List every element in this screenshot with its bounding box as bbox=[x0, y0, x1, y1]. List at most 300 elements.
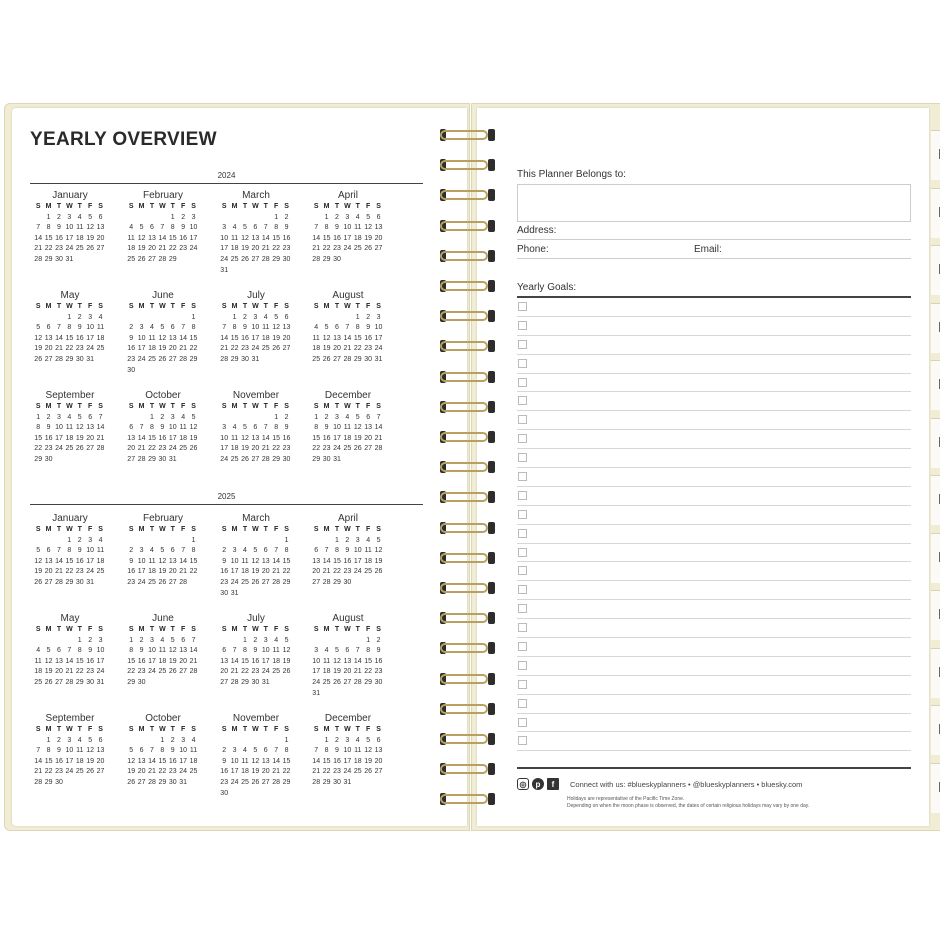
day-number: 24 bbox=[343, 768, 352, 776]
day-number: 18 bbox=[364, 557, 373, 565]
weekday-header: S bbox=[376, 303, 381, 310]
goal-checkbox[interactable] bbox=[518, 453, 527, 462]
address-line[interactable] bbox=[517, 239, 911, 240]
day-number: 15 bbox=[282, 757, 291, 765]
day-number: 18 bbox=[343, 434, 352, 442]
day-number: 5 bbox=[324, 324, 329, 332]
day-number: 13 bbox=[282, 324, 291, 332]
day-number: 13 bbox=[44, 334, 53, 342]
day-number: 14 bbox=[34, 234, 43, 242]
day-number: 1 bbox=[67, 313, 72, 321]
goal-row[interactable] bbox=[517, 544, 911, 563]
day-number: 23 bbox=[55, 768, 63, 776]
day-number: 7 bbox=[222, 324, 227, 332]
day-number: 19 bbox=[75, 434, 84, 442]
day-number: 13 bbox=[179, 647, 188, 655]
empty-day bbox=[178, 313, 188, 324]
day-number: 21 bbox=[312, 245, 321, 253]
day-number: 21 bbox=[179, 345, 188, 353]
weekday-header: S bbox=[284, 203, 289, 210]
day-number: 13 bbox=[96, 747, 105, 755]
day-number: 7 bbox=[263, 224, 268, 232]
day-number: 9 bbox=[366, 324, 371, 332]
goal-row[interactable] bbox=[517, 336, 911, 355]
day-number: 13 bbox=[261, 557, 270, 565]
day-number: 3 bbox=[314, 647, 319, 655]
day-number: 10 bbox=[168, 424, 177, 432]
day-number: 24 bbox=[168, 445, 177, 453]
empty-day bbox=[126, 313, 136, 324]
ring-wire bbox=[440, 643, 488, 653]
day-number: 23 bbox=[282, 245, 291, 253]
month-tab[interactable] bbox=[931, 705, 940, 755]
day-grid bbox=[126, 625, 203, 689]
day-number: 31 bbox=[220, 266, 229, 274]
goal-row[interactable] bbox=[517, 525, 911, 544]
weekday-header: W bbox=[66, 526, 73, 533]
month-may-2024 bbox=[30, 290, 110, 366]
goal-checkbox[interactable] bbox=[518, 529, 527, 538]
day-number: 23 bbox=[86, 668, 95, 676]
ring-wire bbox=[440, 734, 488, 744]
month-tab[interactable] bbox=[931, 590, 940, 640]
goal-row[interactable] bbox=[517, 374, 911, 393]
weekday-header: M bbox=[231, 403, 238, 410]
weekday-header: F bbox=[366, 626, 371, 633]
day-number: 28 bbox=[322, 578, 331, 586]
weekday-header: F bbox=[88, 626, 93, 633]
goal-row[interactable] bbox=[517, 732, 911, 751]
day-number: 18 bbox=[272, 657, 281, 665]
day-number: 22 bbox=[364, 668, 373, 676]
weekday-header: T bbox=[355, 626, 360, 633]
weekday-header: T bbox=[77, 203, 82, 210]
goal-row[interactable] bbox=[517, 355, 911, 374]
day-number: 8 bbox=[191, 324, 196, 332]
day-number: 23 bbox=[55, 245, 63, 253]
day-number: 24 bbox=[86, 568, 95, 576]
goal-checkbox[interactable] bbox=[518, 491, 527, 500]
day-number: 16 bbox=[220, 568, 229, 576]
weekday-header: S bbox=[35, 626, 41, 633]
goal-checkbox[interactable] bbox=[518, 718, 527, 727]
month-tab[interactable] bbox=[931, 130, 940, 180]
day-number: 16 bbox=[282, 234, 291, 242]
day-number: 22 bbox=[75, 668, 84, 676]
day-number: 29 bbox=[127, 678, 136, 686]
day-number: 12 bbox=[374, 547, 383, 555]
goal-checkbox[interactable] bbox=[518, 378, 527, 387]
day-number: 10 bbox=[220, 434, 229, 442]
ring-wire bbox=[440, 462, 488, 472]
day-number: 15 bbox=[65, 334, 74, 342]
day-number: 7 bbox=[232, 647, 237, 655]
day-number: 7 bbox=[376, 413, 381, 421]
spiral-ring bbox=[440, 188, 500, 202]
empty-day bbox=[178, 536, 188, 547]
goal-row[interactable] bbox=[517, 506, 911, 525]
month-tab[interactable] bbox=[931, 648, 940, 698]
goal-row[interactable] bbox=[517, 449, 911, 468]
goal-checkbox[interactable] bbox=[518, 661, 527, 670]
day-number: 25 bbox=[230, 255, 239, 263]
day-number: 26 bbox=[353, 445, 362, 453]
day-number: 25 bbox=[322, 678, 331, 686]
day-number: 27 bbox=[96, 245, 105, 253]
month-tab[interactable] bbox=[931, 763, 940, 813]
day-number: 11 bbox=[65, 424, 73, 432]
day-number: 26 bbox=[86, 768, 95, 776]
day-number: 2 bbox=[222, 547, 227, 555]
day-number: 15 bbox=[65, 557, 74, 565]
day-number: 25 bbox=[158, 668, 167, 676]
day-number: 13 bbox=[168, 334, 177, 342]
goal-row[interactable] bbox=[517, 714, 911, 733]
month-tab[interactable] bbox=[931, 533, 940, 583]
day-number: 16 bbox=[55, 234, 63, 242]
goal-row[interactable] bbox=[517, 411, 911, 430]
empty-day bbox=[311, 536, 321, 547]
goal-row[interactable] bbox=[517, 676, 911, 695]
goal-checkbox[interactable] bbox=[518, 359, 527, 368]
day-number: 20 bbox=[96, 234, 105, 242]
weekday-header: T bbox=[263, 403, 268, 410]
day-number: 6 bbox=[263, 747, 268, 755]
goal-row[interactable] bbox=[517, 581, 911, 600]
day-number: 16 bbox=[137, 657, 146, 665]
month-name: July bbox=[247, 613, 265, 624]
day-number: 27 bbox=[86, 445, 95, 453]
day-number: 21 bbox=[353, 668, 362, 676]
punch-hole bbox=[488, 250, 495, 262]
day-number: 19 bbox=[44, 668, 53, 676]
day-number: 20 bbox=[251, 245, 260, 253]
day-number: 8 bbox=[324, 224, 329, 232]
day-number: 23 bbox=[75, 345, 84, 353]
day-number: 12 bbox=[189, 424, 198, 432]
day-number: 24 bbox=[148, 668, 156, 676]
day-number: 5 bbox=[36, 547, 41, 555]
day-number: 4 bbox=[314, 324, 319, 332]
day-number: 30 bbox=[158, 455, 167, 463]
day-number: 10 bbox=[343, 747, 352, 755]
day-number: 29 bbox=[333, 578, 341, 586]
empty-day bbox=[311, 636, 321, 647]
day-number: 4 bbox=[181, 413, 186, 421]
weekday-header: T bbox=[242, 526, 248, 533]
weekday-header: W bbox=[344, 403, 351, 410]
goal-checkbox[interactable] bbox=[518, 566, 527, 575]
day-number: 2 bbox=[57, 736, 61, 744]
weekday-header: T bbox=[242, 403, 248, 410]
day-number: 7 bbox=[314, 747, 319, 755]
day-number: 8 bbox=[46, 224, 51, 232]
day-number: 18 bbox=[353, 757, 362, 765]
goal-checkbox[interactable] bbox=[518, 472, 527, 481]
goal-row[interactable] bbox=[517, 562, 911, 581]
phone-label: Phone: bbox=[517, 244, 549, 255]
month-tab[interactable] bbox=[931, 303, 940, 353]
day-number: 13 bbox=[312, 557, 321, 565]
month-name: February bbox=[142, 513, 183, 524]
goal-checkbox[interactable] bbox=[518, 396, 527, 405]
weekday-header: T bbox=[77, 303, 82, 310]
empty-day bbox=[229, 213, 239, 224]
goal-row[interactable] bbox=[517, 657, 911, 676]
goal-checkbox[interactable] bbox=[518, 585, 527, 594]
day-number: 6 bbox=[253, 224, 258, 232]
day-number: 9 bbox=[253, 647, 258, 655]
weekday-header: M bbox=[323, 403, 330, 410]
day-number: 27 bbox=[251, 255, 260, 263]
weekday-header: F bbox=[88, 726, 93, 733]
weekday-header: S bbox=[313, 726, 319, 733]
contact-line[interactable] bbox=[517, 258, 911, 259]
weekday-header: M bbox=[323, 726, 330, 733]
day-number: 1 bbox=[67, 536, 72, 544]
day-number: 11 bbox=[148, 334, 156, 342]
goal-row[interactable] bbox=[517, 695, 911, 714]
goal-checkbox[interactable] bbox=[518, 302, 527, 311]
goal-row[interactable] bbox=[517, 392, 911, 411]
day-number: 20 bbox=[374, 757, 383, 765]
empty-day bbox=[157, 213, 167, 224]
day-number: 26 bbox=[34, 578, 43, 586]
weekday-header: S bbox=[128, 726, 134, 733]
weekday-header: F bbox=[88, 526, 93, 533]
day-number: 12 bbox=[137, 234, 146, 242]
day-number: 14 bbox=[374, 424, 383, 432]
day-number: 23 bbox=[158, 445, 167, 453]
day-number: 24 bbox=[353, 568, 362, 576]
weekday-header: T bbox=[334, 626, 340, 633]
weekday-header: F bbox=[88, 303, 93, 310]
weekday-header: W bbox=[66, 303, 73, 310]
day-number: 30 bbox=[282, 255, 291, 263]
day-number: 10 bbox=[86, 547, 95, 555]
day-number: 3 bbox=[57, 413, 61, 421]
day-number: 22 bbox=[353, 345, 362, 353]
day-number: 21 bbox=[272, 768, 281, 776]
day-number: 25 bbox=[241, 578, 249, 586]
day-number: 2 bbox=[376, 636, 381, 644]
day-number: 26 bbox=[189, 445, 198, 453]
goal-row[interactable] bbox=[517, 317, 911, 336]
weekday-header: M bbox=[138, 403, 145, 410]
footnote-moon-phase: Depending on when the moon phase is observed, the dates of certain religious holidays may vary by one day. bbox=[567, 803, 810, 809]
empty-day bbox=[126, 736, 136, 747]
day-number: 7 bbox=[57, 324, 61, 332]
day-number: 20 bbox=[364, 434, 373, 442]
month-name: December bbox=[324, 390, 372, 401]
day-number: 30 bbox=[55, 255, 63, 263]
day-number: 26 bbox=[44, 678, 53, 686]
day-number: 10 bbox=[230, 557, 239, 565]
spiral-ring bbox=[440, 460, 500, 474]
day-number: 30 bbox=[127, 366, 136, 374]
empty-day bbox=[126, 413, 136, 424]
day-number: 2 bbox=[335, 213, 339, 221]
weekday-header: T bbox=[149, 303, 155, 310]
day-number: 25 bbox=[179, 445, 188, 453]
goal-checkbox[interactable] bbox=[518, 680, 527, 689]
day-number: 28 bbox=[312, 255, 321, 263]
day-grid bbox=[33, 725, 110, 789]
weekday-header: F bbox=[88, 403, 93, 410]
day-number: 18 bbox=[158, 657, 167, 665]
year-2025-block bbox=[30, 492, 423, 797]
day-number: 24 bbox=[261, 668, 270, 676]
weekday-header: S bbox=[376, 403, 381, 410]
empty-day bbox=[240, 536, 250, 547]
day-number: 11 bbox=[127, 234, 135, 242]
goal-checkbox[interactable] bbox=[518, 736, 527, 745]
day-number: 29 bbox=[158, 778, 167, 786]
day-number: 6 bbox=[181, 636, 186, 644]
month-tab[interactable] bbox=[931, 418, 940, 468]
month-september-2025 bbox=[30, 713, 110, 789]
empty-day bbox=[126, 536, 136, 547]
goal-checkbox[interactable] bbox=[518, 510, 527, 519]
day-grid bbox=[219, 525, 296, 599]
day-number: 20 bbox=[374, 234, 383, 242]
weekday-header: W bbox=[159, 726, 166, 733]
goal-checkbox[interactable] bbox=[518, 415, 527, 424]
day-number: 10 bbox=[96, 647, 105, 655]
weekday-header: F bbox=[181, 526, 186, 533]
goal-checkbox[interactable] bbox=[518, 699, 527, 708]
goal-checkbox[interactable] bbox=[518, 434, 527, 443]
month-november-2025 bbox=[216, 713, 296, 799]
month-tab[interactable] bbox=[931, 475, 940, 525]
day-number: 22 bbox=[322, 768, 331, 776]
day-number: 14 bbox=[34, 757, 43, 765]
spiral-ring bbox=[440, 400, 500, 414]
weekday-header: S bbox=[284, 726, 289, 733]
punch-hole bbox=[488, 642, 495, 654]
day-number: 10 bbox=[343, 224, 352, 232]
day-number: 19 bbox=[374, 557, 383, 565]
weekday-header: F bbox=[274, 726, 279, 733]
weekday-header: T bbox=[170, 726, 175, 733]
goal-row[interactable] bbox=[517, 487, 911, 506]
day-number: 9 bbox=[139, 647, 144, 655]
day-number: 21 bbox=[230, 668, 239, 676]
day-number: 17 bbox=[86, 334, 95, 342]
day-number: 6 bbox=[150, 224, 154, 232]
day-number: 11 bbox=[354, 224, 362, 232]
day-number: 31 bbox=[168, 455, 177, 463]
year-label: 2025 bbox=[217, 492, 236, 501]
weekday-header: S bbox=[284, 303, 289, 310]
empty-day bbox=[321, 636, 331, 647]
day-number: 26 bbox=[333, 678, 341, 686]
month-tab[interactable] bbox=[931, 360, 940, 410]
day-number: 6 bbox=[335, 324, 339, 332]
day-number: 10 bbox=[189, 224, 198, 232]
weekday-header: M bbox=[45, 526, 52, 533]
day-number: 21 bbox=[34, 245, 43, 253]
day-number: 20 bbox=[261, 568, 270, 576]
day-number: 8 bbox=[274, 224, 279, 232]
empty-day bbox=[54, 636, 64, 647]
day-number: 12 bbox=[241, 234, 249, 242]
day-number: 3 bbox=[222, 224, 227, 232]
day-number: 21 bbox=[343, 345, 352, 353]
weekday-header: F bbox=[274, 626, 279, 633]
goal-checkbox[interactable] bbox=[518, 623, 527, 632]
day-number: 4 bbox=[150, 324, 154, 332]
day-number: 20 bbox=[312, 568, 321, 576]
spiral-ring bbox=[440, 521, 500, 535]
day-number: 11 bbox=[364, 547, 372, 555]
day-number: 9 bbox=[243, 324, 247, 332]
day-number: 27 bbox=[261, 778, 270, 786]
day-number: 23 bbox=[127, 578, 136, 586]
day-number: 1 bbox=[243, 636, 247, 644]
day-number: 1 bbox=[324, 736, 329, 744]
day-number: 8 bbox=[46, 747, 51, 755]
goal-checkbox[interactable] bbox=[518, 321, 527, 330]
goal-row[interactable] bbox=[517, 619, 911, 638]
day-number: 23 bbox=[241, 345, 249, 353]
day-number: 17 bbox=[65, 757, 74, 765]
goal-checkbox[interactable] bbox=[518, 604, 527, 613]
day-number: 15 bbox=[322, 757, 331, 765]
day-number: 17 bbox=[96, 657, 105, 665]
goal-row[interactable] bbox=[517, 430, 911, 449]
month-name: December bbox=[324, 713, 372, 724]
day-number: 25 bbox=[230, 455, 239, 463]
day-number: 28 bbox=[65, 678, 74, 686]
month-tab[interactable] bbox=[931, 188, 940, 238]
punch-hole bbox=[488, 703, 495, 715]
owner-name-field[interactable] bbox=[517, 184, 911, 222]
ring-wire bbox=[440, 794, 488, 804]
goal-row[interactable] bbox=[517, 600, 911, 619]
day-number: 5 bbox=[160, 547, 165, 555]
goal-checkbox[interactable] bbox=[518, 340, 527, 349]
month-tab[interactable] bbox=[931, 245, 940, 295]
day-number: 29 bbox=[312, 455, 321, 463]
day-number: 21 bbox=[148, 768, 156, 776]
empty-day bbox=[250, 413, 260, 424]
day-number: 11 bbox=[272, 647, 280, 655]
goal-row[interactable] bbox=[517, 638, 911, 657]
day-number: 31 bbox=[86, 578, 95, 586]
day-number: 18 bbox=[65, 434, 74, 442]
day-number: 30 bbox=[241, 355, 249, 363]
goal-checkbox[interactable] bbox=[518, 548, 527, 557]
day-number: 12 bbox=[127, 757, 136, 765]
goal-row[interactable] bbox=[517, 298, 911, 317]
day-number: 28 bbox=[179, 355, 188, 363]
goal-checkbox[interactable] bbox=[518, 642, 527, 651]
day-number: 3 bbox=[98, 636, 103, 644]
day-number: 15 bbox=[353, 334, 362, 342]
empty-day bbox=[219, 736, 229, 747]
goal-row[interactable] bbox=[517, 468, 911, 487]
day-number: 7 bbox=[36, 224, 41, 232]
month-name: October bbox=[145, 390, 181, 401]
day-number: 26 bbox=[75, 445, 84, 453]
day-number: 1 bbox=[284, 536, 289, 544]
weekday-header: S bbox=[376, 626, 381, 633]
day-number: 24 bbox=[96, 668, 105, 676]
weekday-header: W bbox=[344, 303, 351, 310]
day-number: 3 bbox=[67, 736, 72, 744]
day-number: 27 bbox=[374, 768, 383, 776]
